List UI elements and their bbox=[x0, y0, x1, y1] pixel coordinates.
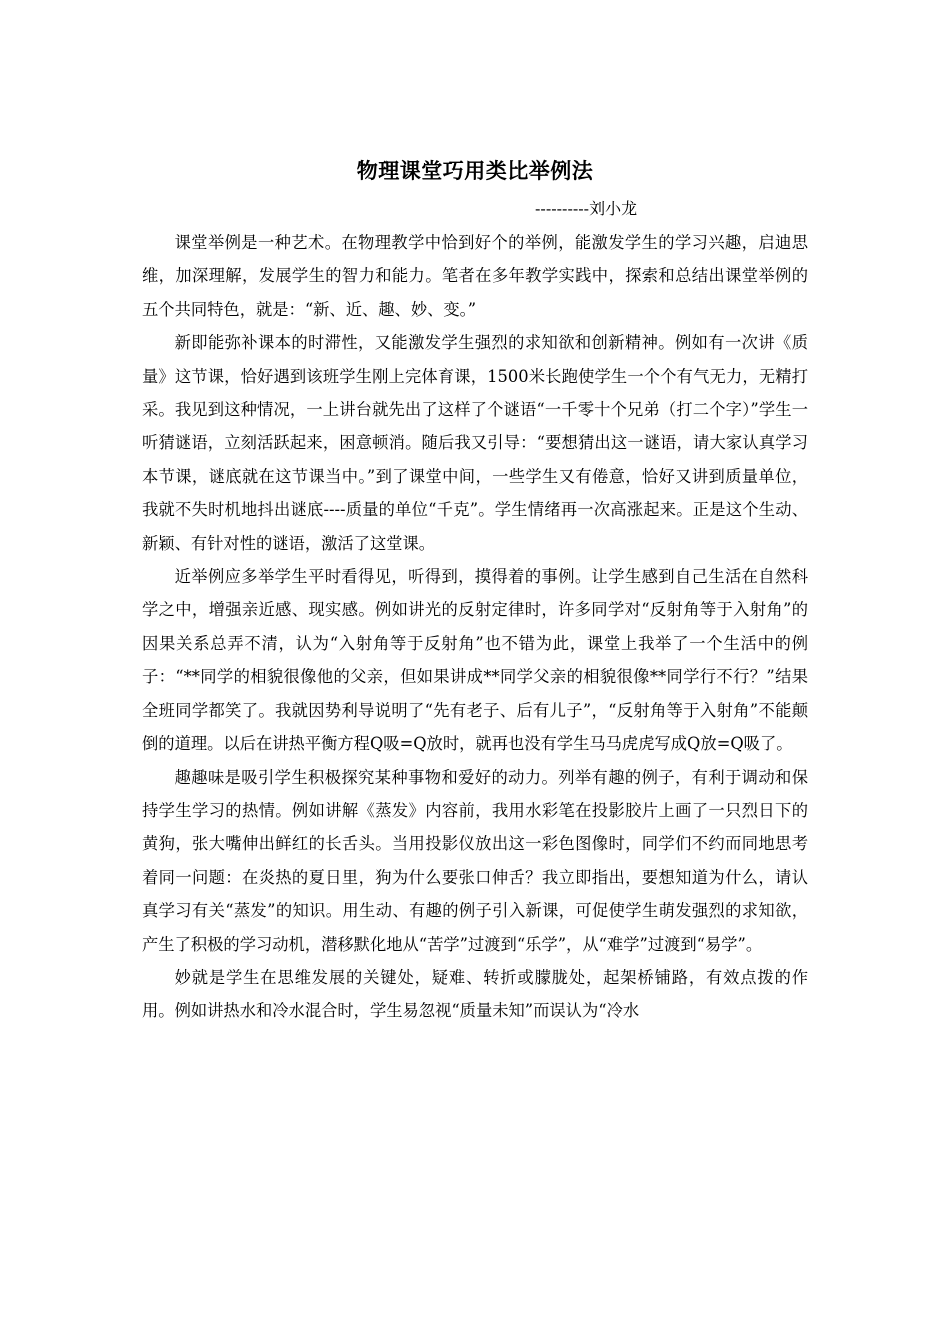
paragraph-clever: 妙就是学生在思维发展的关键处，疑难、转折或朦胧处，起架桥铺路，有效点拨的作用。例如讲热水和冷水混合时，学生易忽视“质量未知”而误认为“冷水 bbox=[142, 967, 808, 1021]
paragraph-near: 近举例应多举学生平时看得见，听得到，摸得着的事例。让学生感到自己生活在自然科学之中，增强亲近感、现实感。例如讲光的反射定律时，许多同学对“反射角等于入射角”的因果关系总弄不清，认为“入射角等于反射角”也不错为此，课堂上我举了一个生活中的例子：“**同学的相貌很像他的父亲，但如果讲成**同学父亲的相貌很像**同学行不行？”结果全班同学都笑了。我就因势利导说明了“先有老子、后有儿子”，“反射角等于入射角”不能颠倒的道理。以后在讲热平衡方程Q吸=Q放时，就再也没有学生马马虎虎写成Q放=Q吸了。 bbox=[142, 567, 808, 754]
paragraph-intro: 课堂举例是一种艺术。在物理教学中恰到好个的举例，能激发学生的学习兴趣，启迪思维，加深理解，发展学生的智力和能力。笔者在多年教学实践中，探索和总结出课堂举例的五个共同特色，就是：“新、近、趣、妙、变。” bbox=[142, 233, 808, 319]
document-body bbox=[142, 226, 808, 1028]
paragraph-interest: 趣趣味是吸引学生积极探究某种事物和爱好的动力。列举有趣的例子，有利于调动和保持学生学习的热情。例如讲解《蒸发》内容前，我用水彩笔在投影胶片上画了一只烈日下的黄狗，张大嘴伸出鲜红的长舌头。当用投影仪放出这一彩色图像时，同学们不约而同地思考着同一问题：在炎热的夏日里，狗为什么要张口伸舌？我立即指出，要想知道为什么，请认真学习有关“蒸发”的知识。用生动、有趣的例子引入新课，可促使学生萌发强烈的求知欲，产生了积极的学习动机，潜移默化地从“苦学”过渡到“乐学”，从“难学”过渡到“易学”。 bbox=[142, 767, 808, 954]
document-author: ----------刘小龙 bbox=[535, 199, 638, 218]
paragraph-new: 新即能弥补课本的时滞性，又能激发学生强烈的求知欲和创新精神。例如有一次讲《质量》这节课，恰好遇到该班学生刚上完体育课，1500米长跑使学生一个个有气无力，无精打采。我见到这种情况，一上讲台就先出了这样了个谜语“一千零十个兄弟（打二个字）”学生一听猜谜语，立刻活跃起来，困意顿消。随后我又引导：“要想猜出这一谜语，请大家认真学习本节课，谜底就在这节课当中。”到了课堂中间，一些学生又有倦意，恰好又讲到质量单位，我就不失时机地抖出谜底----质量的单位“千克”。学生情绪再一次高涨起来。正是这个生动、新颖、有针对性的谜语，激活了这堂课。 bbox=[142, 333, 808, 553]
document-title: 物理课堂巧用类比举例法 bbox=[356, 159, 594, 183]
